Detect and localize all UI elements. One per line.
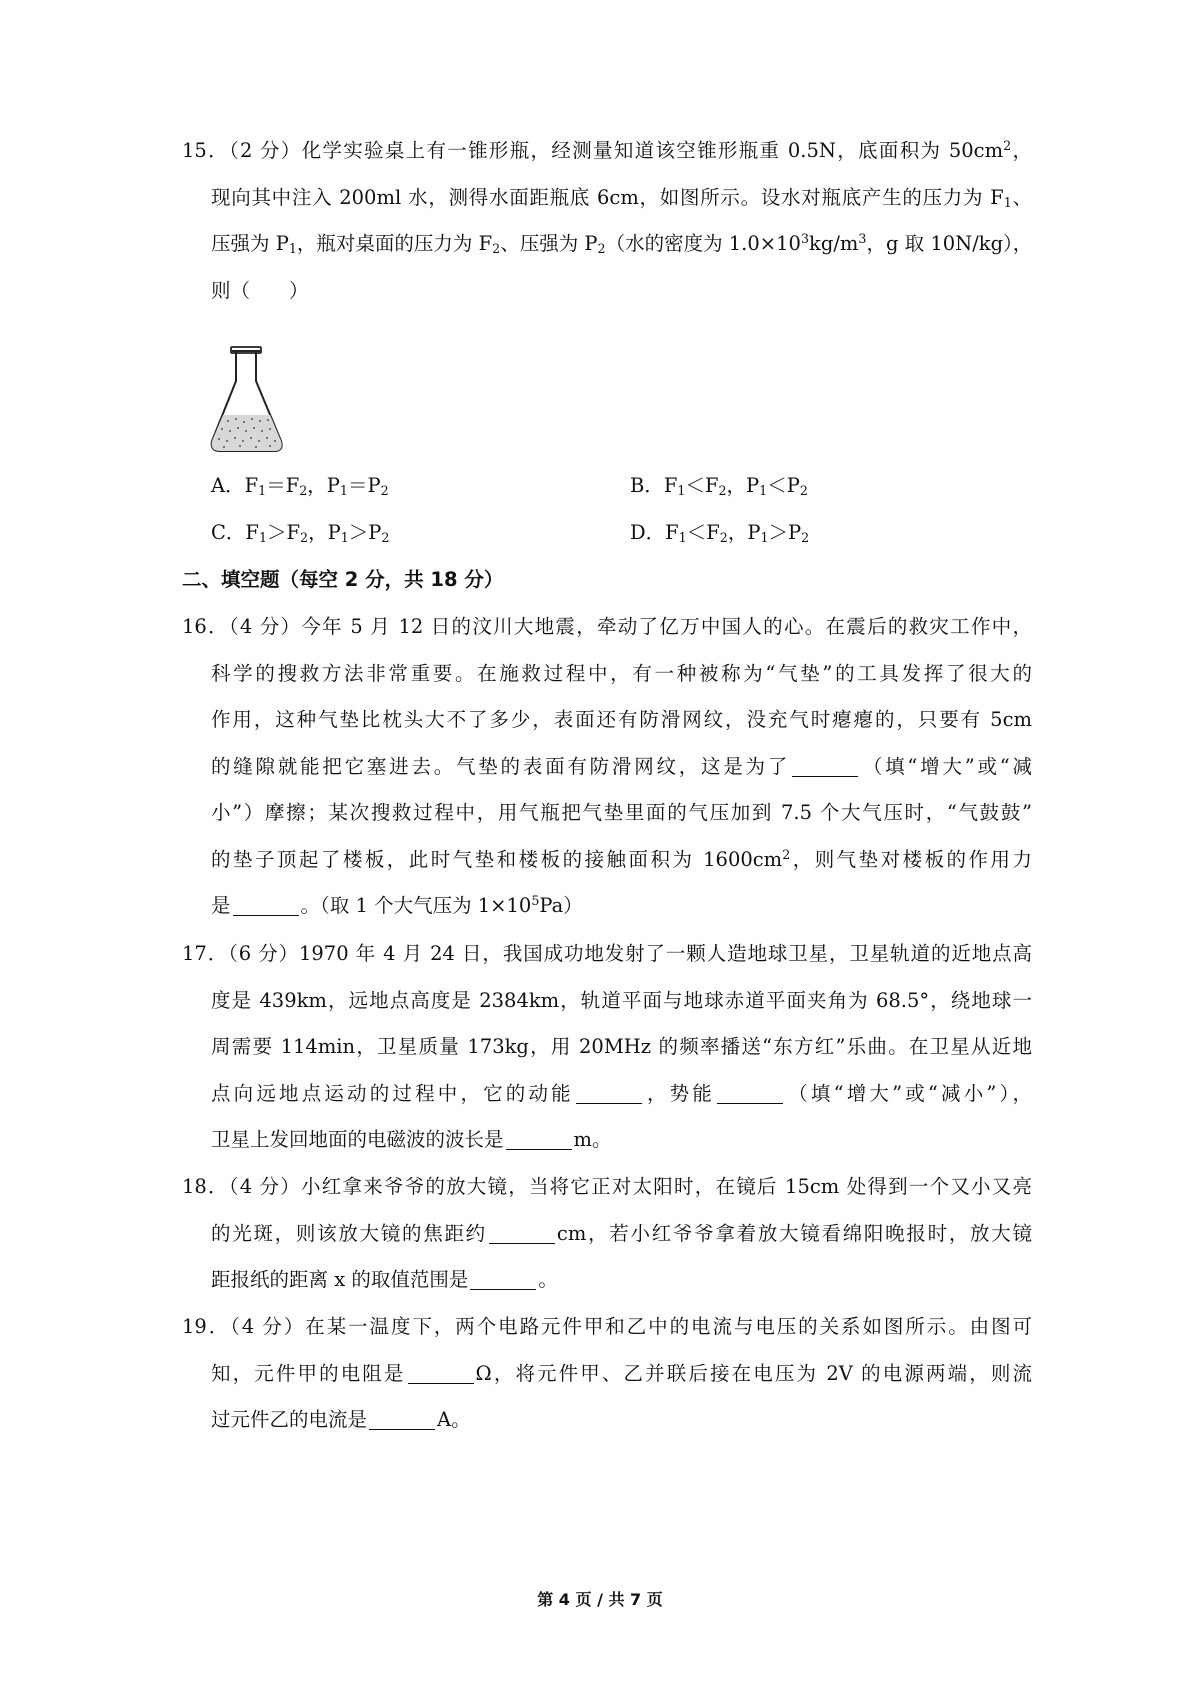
question-15 — [182, 128, 1032, 314]
question-15-line-3: 压强为 $P_1$，瓶对桌面的压力为 $F_2$、压强为 $P_2$（水的密度为 $1.0\times 10^3kg/m^3$，g 取 10N/kg）， — [211, 231, 1033, 257]
option-b: B．$F_1<F_2$，$P_1<P_2$ — [630, 474, 808, 499]
question-17-line-5: 卫星上发回地面的电磁波的波长是 m。 — [211, 1128, 612, 1151]
question-15-line-2: 现向其中注入 200ml 水，测得水面距瓶底 6cm，如图所示。设水对瓶底产生的压力为 $F_1$、 — [211, 185, 1032, 210]
option-c: C．$F_1>F_2$，$P_1>P_2$ — [211, 521, 390, 546]
option-a: A．$F_1=F_2$，$P_1=P_2$ — [211, 474, 389, 499]
option-d: D．$F_1<F_2$，$P_1>P_2$ — [630, 521, 810, 546]
question-15-line-4: 则（ ） — [211, 278, 309, 302]
answer-blank[interactable] — [792, 754, 858, 777]
question-19-line-1: 19．（4 分）在某一温度下，两个电路元件甲和乙中的电流与电压的关系如图所示。由图可 — [182, 1315, 1032, 1338]
question-15-line-1: 15．（2 分）化学实验桌上有一锥形瓶，经测量知道该空锥形瓶重 0.5N，底面积为 $50cm^2$， — [182, 138, 1032, 162]
question-19-line-2: 知，元件甲的电阻是 Ω，将元件甲、乙并联后接在电压为 2V 的电源两端，则流 — [211, 1361, 1032, 1385]
question-17-line-1: 17．（6 分）1970 年 4 月 24 日，我国成功地发射了一颗人造地球卫星，卫星轨道的近地点高 — [182, 942, 1032, 965]
answer-blank[interactable] — [717, 1081, 783, 1104]
question-17-line-3: 周需要 114min，卫星质量 173kg，用 20MHz 的频率播送“东方红”乐曲。在卫星从近地 — [211, 1035, 1032, 1058]
answer-blank[interactable] — [369, 1407, 435, 1430]
answer-blank[interactable] — [506, 1127, 572, 1150]
question-17 — [182, 931, 1032, 1164]
answer-blank[interactable] — [408, 1361, 474, 1384]
answer-blank[interactable] — [470, 1267, 536, 1290]
page-number-footer: 第 4 页 / 共 7 页 — [537, 1590, 663, 1609]
question-17-line-4: 点向远地点运动的过程中，它的动能 ，势能 （填“增大”或“减小”）， — [211, 1081, 1032, 1105]
question-18-line-1: 18．（4 分）小红拿来爷爷的放大镜，当将它正对太阳时，在镜后 15cm 处得到一个又小又亮 — [182, 1175, 1032, 1198]
question-16-line-1: 16．（4 分）今年 5 月 12 日的汶川大地震，牵动了亿万中国人的心。在震后的救灾工作中， — [182, 615, 1032, 638]
section-heading-fill-in: 二、填空题（每空 2 分，共 18 分） — [182, 568, 504, 591]
question-16-line-2: 科学的搜救方法非常重要。在施救过程中，有一种被称为“气垫”的工具发挥了很大的 — [211, 661, 1032, 685]
question-18-line-2: 的光斑，则该放大镜的焦距约 cm，若小红爷爷拿着放大镜看绵阳晚报时，放大镜 — [211, 1221, 1032, 1245]
answer-blank[interactable] — [489, 1221, 555, 1244]
question-18 — [182, 1164, 1032, 1304]
question-19-line-3: 过元件乙的电流是 A。 — [211, 1408, 471, 1431]
conical-flask-figure — [210, 345, 290, 457]
question-16-line-3: 作用，这种气垫比枕头大不了多少，表面还有防滑网纹，没充气时瘪瘪的，只要有 5cm — [211, 708, 1032, 731]
question-16-line-5: 小”）摩擦；某次搜救过程中，用气瓶把气垫里面的气压加到 7.5 个大气压时，“气鼓鼓” — [211, 801, 1032, 824]
question-17-line-2: 度是 439km，远地点高度是 2384km，轨道平面与地球赤道平面夹角为 68.5°，绕地球一 — [211, 988, 1032, 1012]
question-16-line-4: 的缝隙就能把它塞进去。气垫的表面有防滑网纹，这是为了 （填“增大”或“减 — [211, 754, 1032, 778]
question-16-line-7: 是 。（取 1 个大气压为 $1\times 10^5Pa$） — [211, 893, 583, 917]
answer-blank[interactable] — [576, 1081, 642, 1104]
answer-blank[interactable] — [233, 893, 299, 916]
question-16 — [182, 604, 1032, 930]
question-18-line-3: 距报纸的距离 x 的取值范围是 。 — [211, 1268, 558, 1291]
question-19 — [182, 1304, 1032, 1444]
question-16-line-6: 的垫子顶起了楼板，此时气垫和楼板的接触面积为 $1600cm^2$，则气垫对楼板的作用力 — [211, 846, 1032, 871]
